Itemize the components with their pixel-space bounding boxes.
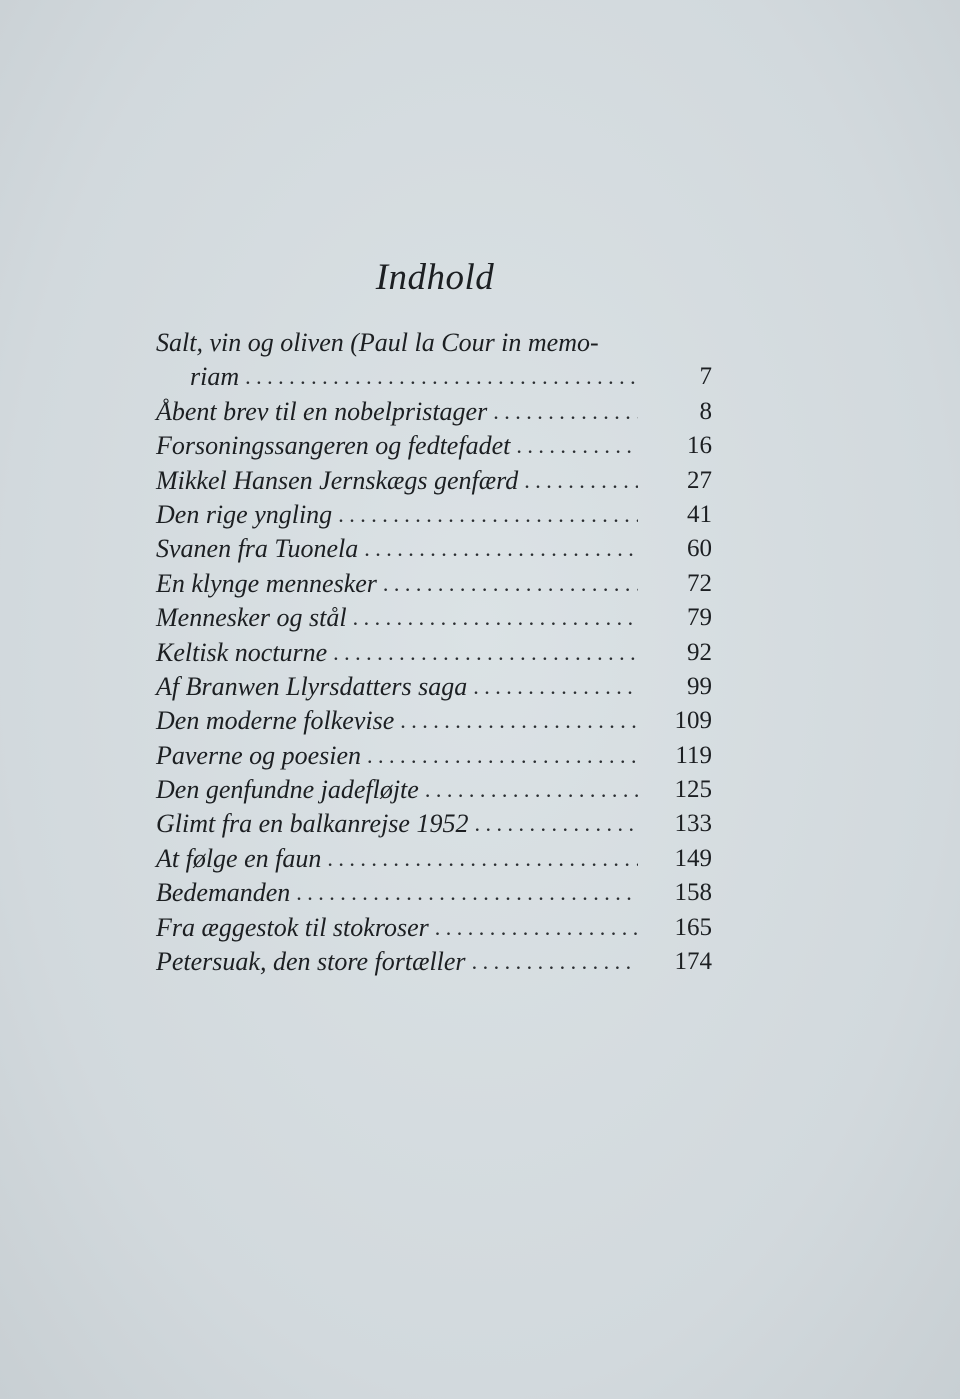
page-title: Indhold: [375, 257, 495, 298]
dot-leader: [364, 532, 638, 566]
dot-leader: [474, 807, 638, 841]
toc-entry-page: 125: [674, 776, 712, 804]
toc-entry: [156, 911, 712, 945]
toc-entry: [156, 704, 712, 738]
dot-leader: [524, 464, 638, 498]
toc-entry-page: 27: [687, 466, 712, 494]
toc-entry-page: 165: [674, 913, 712, 941]
toc-entry-page: 158: [674, 879, 712, 907]
toc-entry: [156, 945, 712, 979]
dot-leader: [367, 739, 638, 773]
toc-entry: [156, 532, 712, 566]
toc-entry-page: 79: [687, 604, 712, 632]
toc-entry-page: 72: [687, 569, 712, 597]
toc-entry: [156, 842, 712, 876]
dot-leader: [383, 567, 638, 601]
toc-entry: [156, 876, 712, 910]
dot-leader: [425, 773, 638, 807]
toc-entry-page: 8: [699, 397, 712, 425]
toc-entry-title: Svanen fra Tuonela: [156, 534, 359, 564]
dot-leader: [296, 876, 638, 910]
toc-entry: [156, 670, 712, 704]
toc-entry-page: 60: [687, 535, 712, 563]
dot-leader: [516, 429, 638, 463]
toc-entry-title: Mikkel Hansen Jernskægs genfærd: [156, 465, 519, 495]
table-of-contents: [156, 326, 712, 979]
toc-entry-title: Bedemanden: [156, 878, 291, 908]
toc-entry-page: 133: [674, 810, 712, 838]
dot-leader: [333, 636, 638, 670]
toc-entry-title: Den moderne folkevise: [156, 706, 395, 736]
toc-entry: [156, 464, 712, 498]
toc-entry-title: Den rige yngling: [156, 499, 333, 529]
dot-leader: [493, 395, 638, 429]
toc-entry-title: Paverne og poesien: [156, 740, 362, 770]
toc-entry-title: At følge en faun: [156, 843, 322, 873]
dot-leader: [473, 670, 638, 704]
toc-entry-title: En klynge mennesker: [156, 568, 377, 598]
toc-entry-page: 16: [687, 432, 712, 460]
toc-entry-line2: [156, 360, 712, 394]
toc-entry-page: 7: [699, 363, 712, 391]
dot-leader: [435, 911, 638, 945]
dot-leader: [245, 360, 638, 394]
toc-entry-page: 109: [674, 707, 712, 735]
dot-leader: [338, 498, 638, 532]
toc-entry: [156, 807, 712, 841]
toc-entry-title: Fra æggestok til stokroser: [156, 912, 429, 942]
toc-entry-title: Glimt fra en balkanrejse 1952: [156, 809, 469, 839]
toc-entry-title-line1: Salt, vin og oliven (Paul la Cour in memo-: [156, 328, 599, 357]
toc-entry-page: 41: [687, 500, 712, 528]
dot-leader: [327, 842, 638, 876]
toc-entry-page: 99: [687, 672, 712, 700]
dot-leader: [400, 704, 638, 738]
toc-entry-title: Den genfundne jadefløjte: [156, 775, 419, 805]
toc-entry: [156, 636, 712, 670]
toc-entry-page: 149: [674, 844, 712, 872]
toc-entry: [156, 395, 712, 429]
toc-entry-page: 92: [687, 638, 712, 666]
toc-entry: [156, 567, 712, 601]
toc-entry-title-line2: riam: [190, 362, 240, 392]
toc-entry: [156, 326, 712, 395]
toc-entry-title: Af Branwen Llyrsdatters saga: [156, 671, 468, 701]
toc-entry-title: Keltisk nocturne: [156, 637, 328, 667]
toc-entry-title: Forsoningssangeren og fedtefadet: [156, 431, 511, 461]
toc-entry: [156, 739, 712, 773]
toc-entry: [156, 498, 712, 532]
toc-entry: [156, 429, 712, 463]
toc-entry-title: Mennesker og stål: [156, 603, 347, 633]
toc-entry-page: 119: [675, 741, 712, 769]
dot-leader: [353, 601, 638, 635]
dot-leader: [472, 945, 638, 979]
toc-entry-title: Åbent brev til en nobelpristager: [156, 396, 488, 426]
toc-entry-page: 174: [674, 948, 712, 976]
toc-entry: [156, 601, 712, 635]
toc-entry-title: Petersuak, den store fortæller: [156, 947, 466, 977]
toc-entry: [156, 773, 712, 807]
